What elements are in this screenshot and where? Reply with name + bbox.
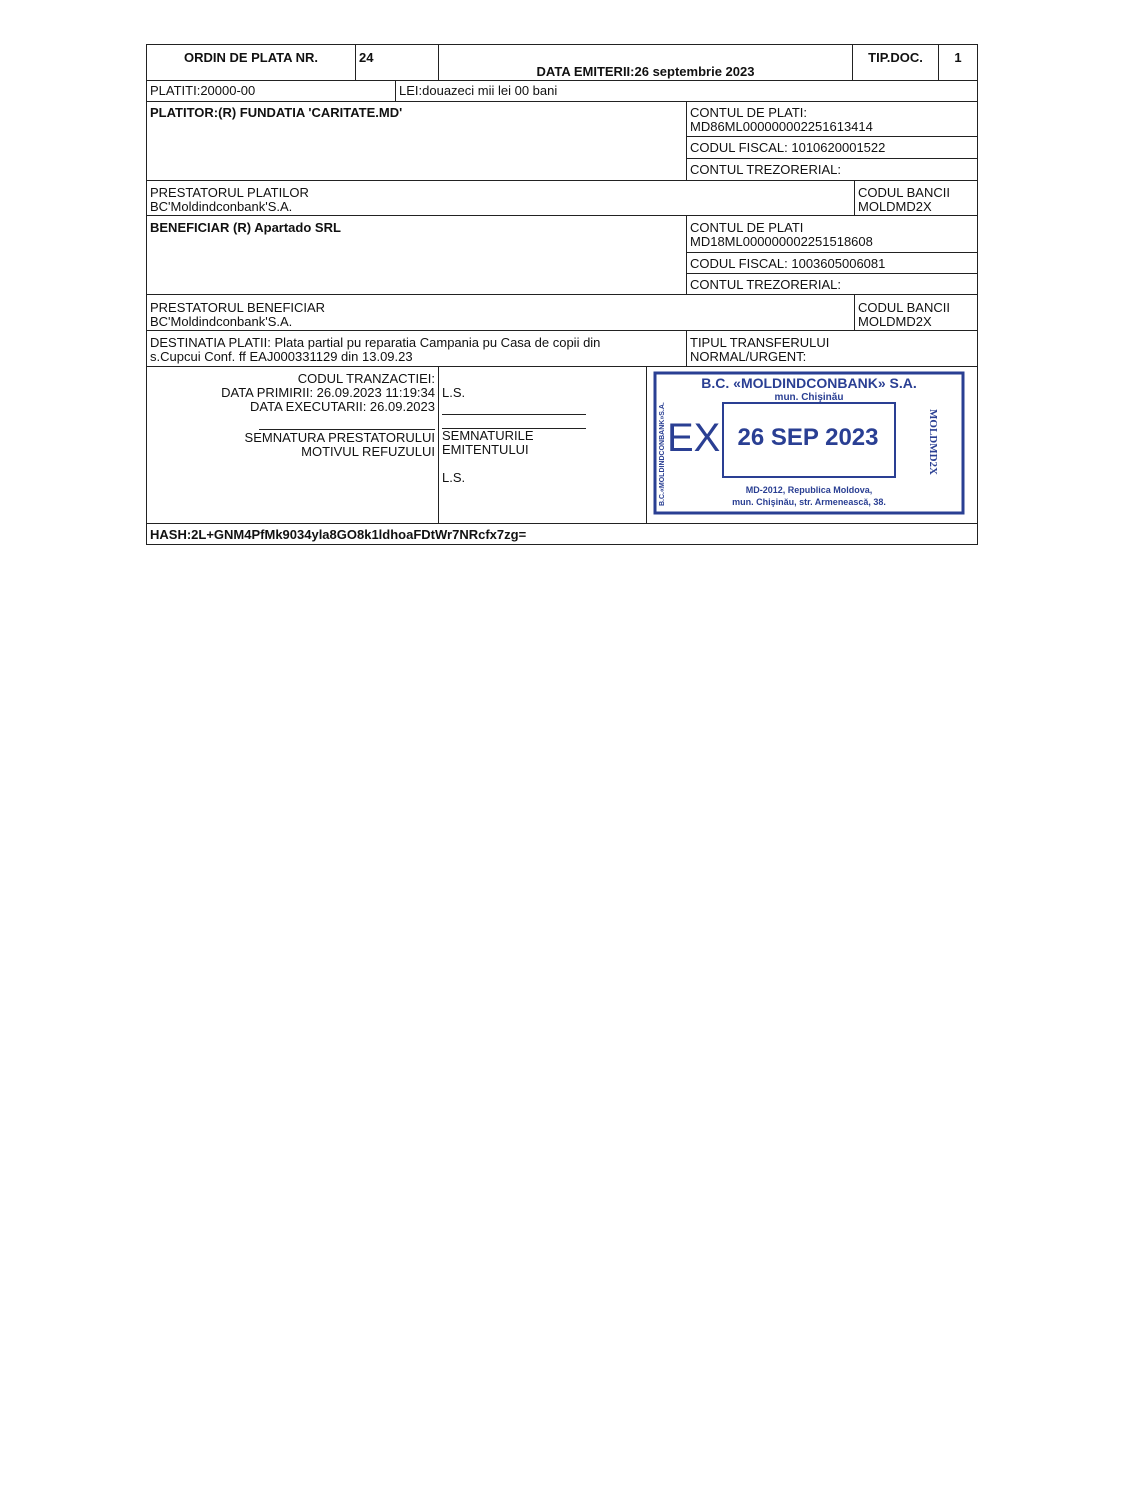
payer-bank-label: PRESTATORUL PLATILOR [150,185,309,200]
stamp-cell [646,367,977,523]
payer-account: MD86ML000000002251613414 [690,119,873,134]
executed-date: DATA EXECUTARII: 26.09.2023 [250,399,435,414]
amount-paid: PLATITI:20000-00 [150,83,256,98]
payer-fiscal-code: CODUL FISCAL: 1010620001522 [687,136,977,158]
beneficiary-bank-code-block [854,295,977,330]
transfer-type-value: NORMAL/URGENT: [690,349,807,364]
order-title: ORDIN DE PLATA NR. [183,50,319,65]
hash-row [146,524,978,545]
spacer [442,415,643,428]
amount-row [146,81,978,102]
payment-order [146,44,978,545]
beneficiary-bank-name: BC'Moldindconbank'S.A. [150,314,293,329]
payer-treasury: CONTUL TREZORERIAL: [687,158,977,180]
payer-bank-code: MOLDMD2X [858,199,932,214]
beneficiary-fiscal-code: CODUL FISCAL: 1003605006081 [687,252,977,273]
provider-signature-label: SEMNATURA PRESTATORULUI [244,430,435,445]
payer-account-block [687,102,977,136]
stamp-address-1: MD-2012, Republica Moldova, [745,485,873,495]
beneficiary-name: BENEFICIAR (R) Apartado SRL [150,220,341,235]
header-row [146,44,978,81]
refusal-reason-label: MOTIVUL REFUZULUI [301,444,435,459]
issue-date: DATA EMITERII:26 septembrie 2023 [438,45,852,80]
beneficiary-treasury: CONTUL TREZORERIAL: [687,273,977,294]
stamp-bank-name: B.C. «MOLDINDCONBANK» S.A. [701,375,917,391]
payer-bank-row [146,181,978,216]
spacer [442,400,643,414]
beneficiary-bank-label: PRESTATORUL BENEFICIAR [150,300,326,315]
ls-bottom: L.S. [442,470,466,485]
issuer-signatures-label-2: EMITENTULUI [442,442,529,457]
stamp-side-right: MOLDMD2X [927,409,939,475]
doc-type-value: 1 [938,45,977,80]
payer-bank-name: BC'Moldindconbank'S.A. [150,199,293,214]
purpose-block [147,331,686,366]
transfer-type-label: TIPUL TRANSFERULUI [690,335,830,350]
spacer [442,457,643,471]
payer-account-label: CONTUL DE PLATI: [690,105,808,120]
payer-name: PLATITOR:(R) FUNDATIA 'CARITATE.MD' [150,105,403,120]
beneficiary-bank-block [147,295,854,330]
processing-row [146,367,978,524]
payer-row [146,102,978,181]
purpose-line-2: s.Cupcui Conf. ff EAJ000331129 din 13.09.23 [150,349,413,364]
beneficiary-bank-code-label: CODUL BANCII [858,300,950,315]
received-date: DATA PRIMIRII: 26.09.2023 11:19:34 [221,385,435,400]
beneficiary-details [686,216,977,294]
beneficiary-account: MD18ML000000002251518608 [690,234,873,249]
beneficiary-bank-code: MOLDMD2X [858,314,932,329]
bank-stamp [653,371,965,515]
issuer-signatures-label-1: SEMNATURILE [442,428,534,443]
beneficiary-row [146,216,978,295]
stamp-date: 26 SEP 2023 [737,424,879,451]
transfer-type-block [686,331,977,366]
stamp-address-2: mun. Chişinău, str. Armenească, 38. [732,497,886,507]
spacer [442,372,643,386]
ls-top: L.S. [442,385,466,400]
payer-bank-code-label: CODUL BANCII [858,185,950,200]
document-hash: HASH:2L+GNM4PfMk9034yla8GO8k1ldhoaFDtWr7NRcfx7zg= [150,527,527,542]
doc-type-label: TIP.DOC. [852,45,938,80]
purpose-line-1: DESTINATIA PLATII: Plata partial pu reparatia Campania pu Casa de copii din [150,335,601,350]
payer-bank-code-block [854,181,977,215]
provider-signature-block [150,431,435,445]
purpose-row [146,331,978,367]
order-number: 24 [355,45,438,80]
payer-bank-block [147,181,854,215]
provider-signature-line [259,429,435,430]
amount-in-words: LEI:douazeci mii lei 00 bani [395,81,977,101]
issuer-signatures [438,367,646,523]
stamp-graphic [653,371,965,515]
beneficiary-bank-row [146,295,978,331]
payer-details [686,102,977,180]
processing-info [147,367,438,523]
stamp-city: mun. Chişinău [774,392,844,403]
stamp-side-left: B.C.«MOLDINDCONBANK»S.A. [659,402,666,506]
beneficiary-account-block [687,216,977,252]
transaction-code: CODUL TRANZACTIEI: [297,371,435,386]
beneficiary-account-label: CONTUL DE PLATI [690,220,804,235]
stamp-mark: EX [667,416,721,460]
